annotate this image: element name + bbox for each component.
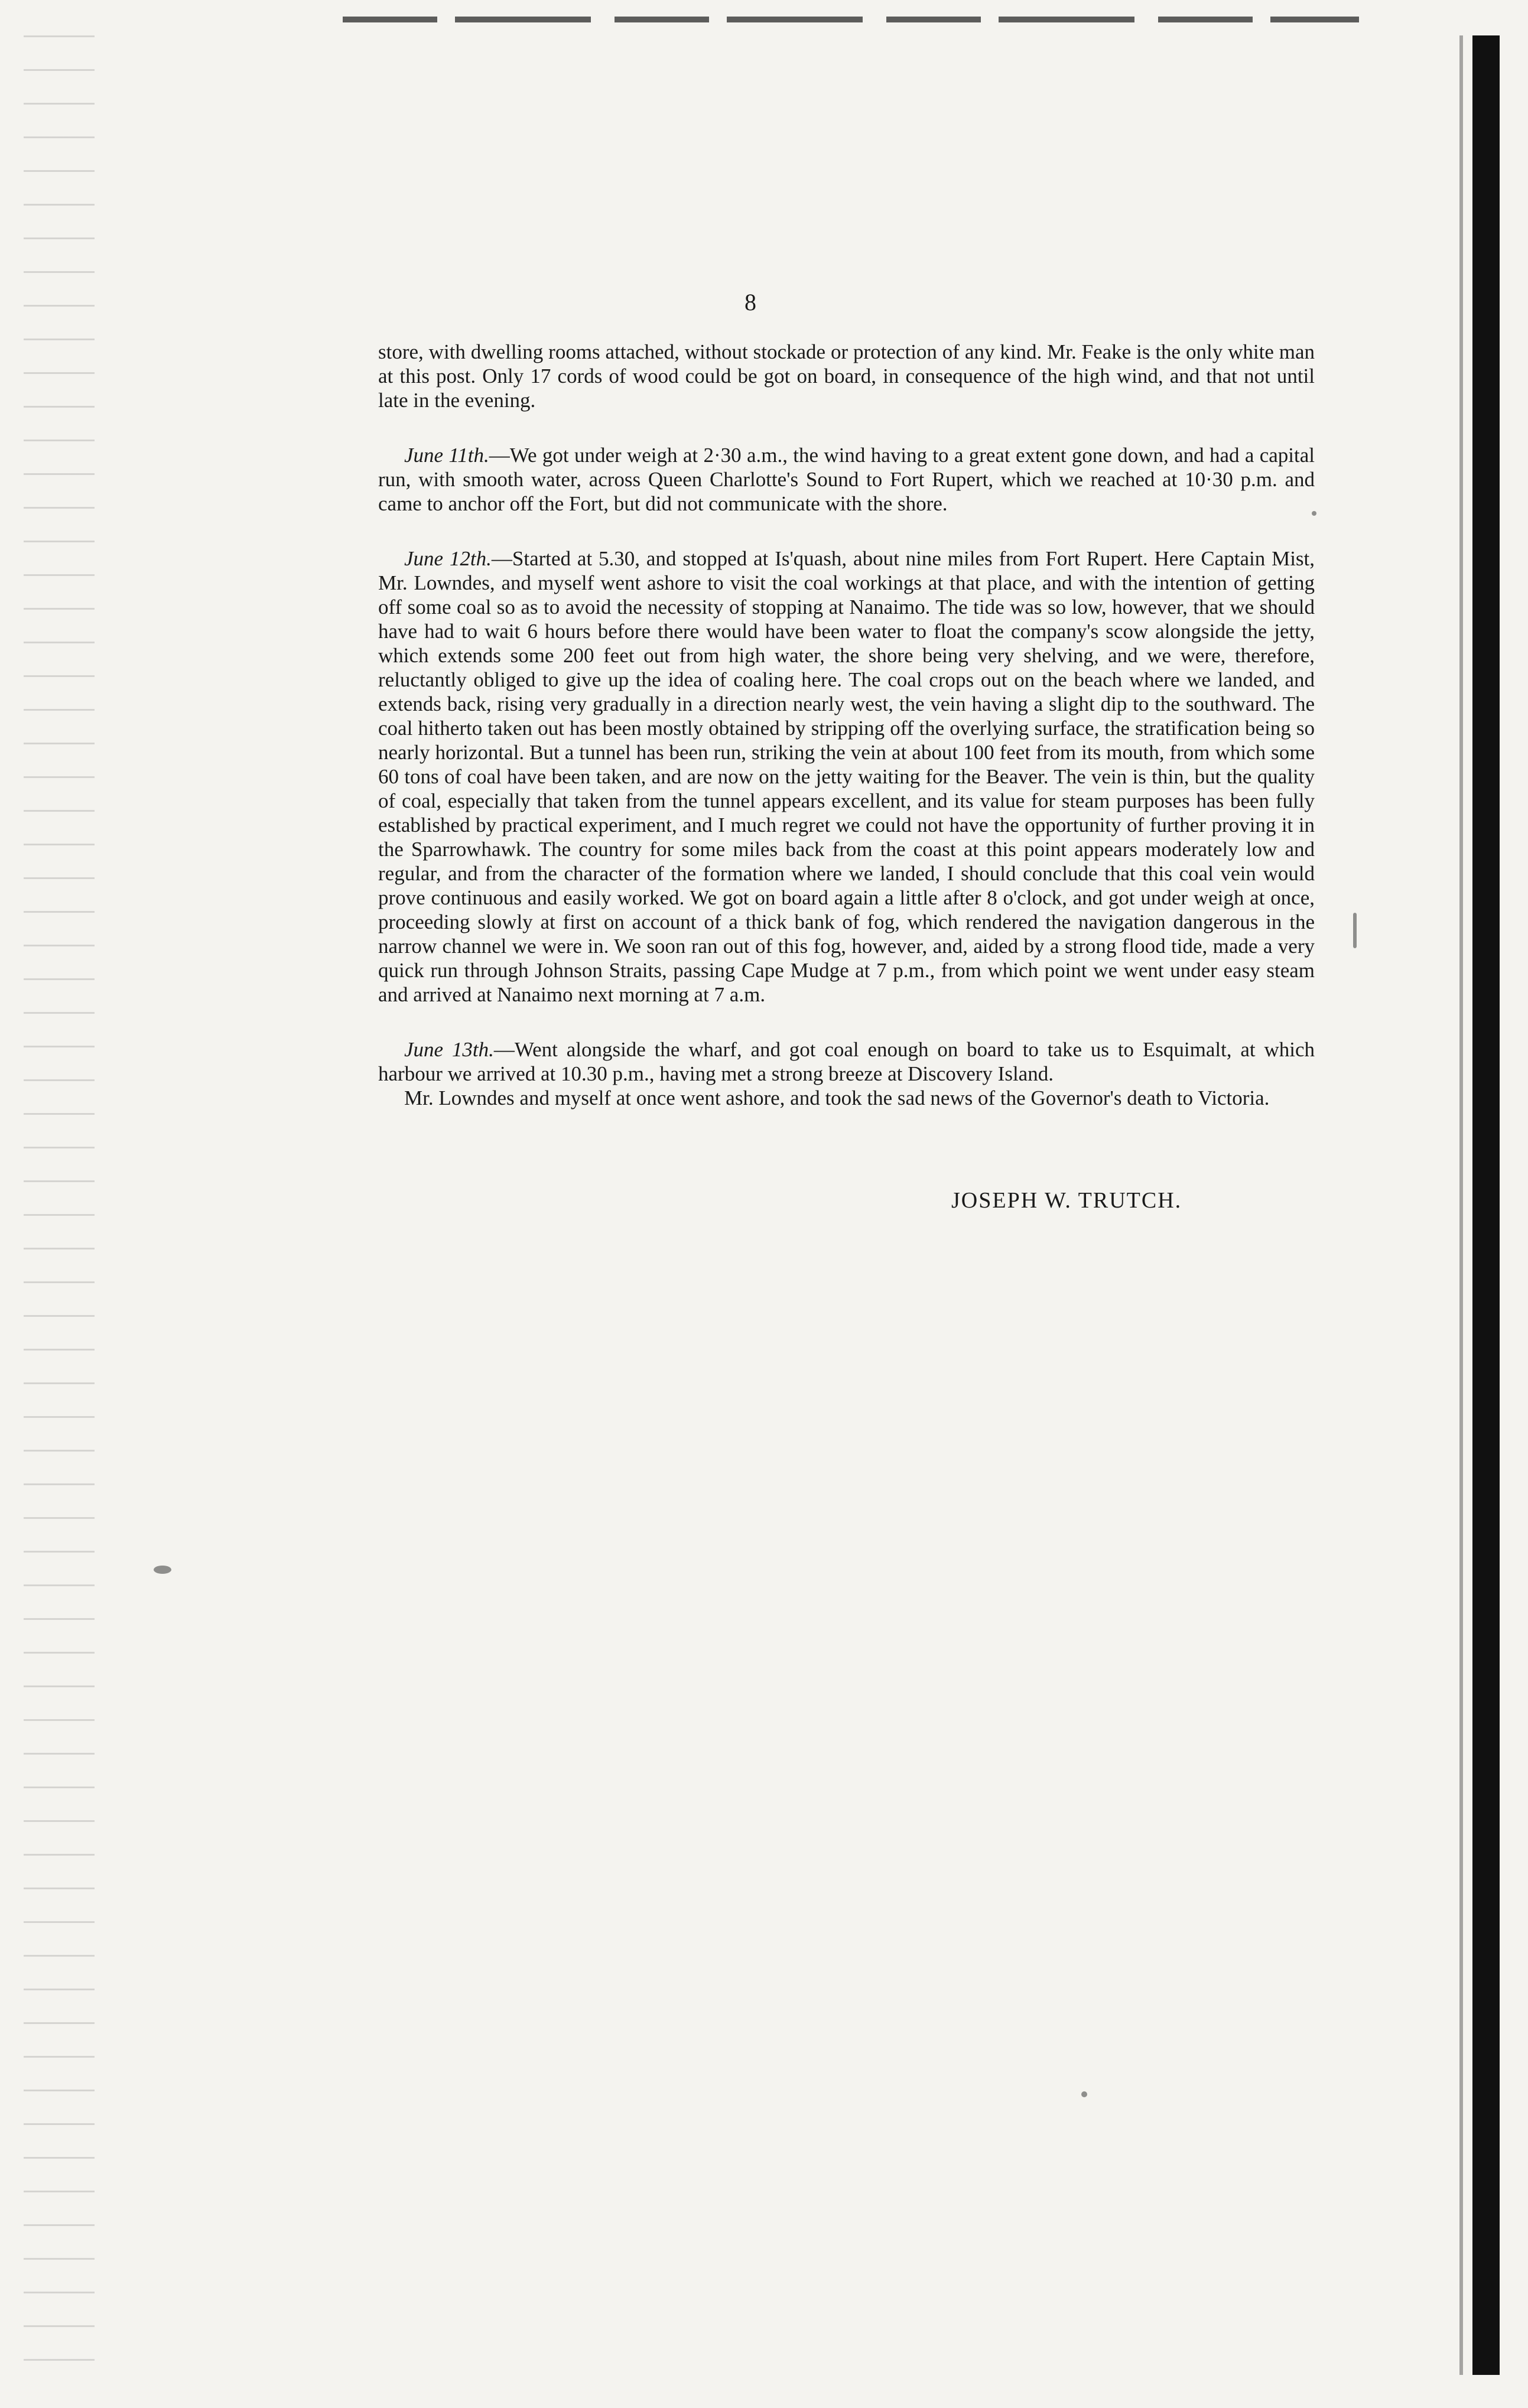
top-rule	[343, 17, 1359, 22]
paragraph-june-13	[378, 1037, 1315, 1086]
paragraph-june-12	[378, 546, 1315, 1007]
ink-speck	[154, 1566, 171, 1574]
signature: JOSEPH W. TRUTCH.	[951, 1188, 1182, 1213]
paragraph-continuation	[378, 340, 1315, 412]
entry-date: June 11th.	[404, 444, 489, 467]
letter-body	[378, 340, 1315, 1110]
paragraph-closing	[378, 1086, 1315, 1110]
binding-edge	[1472, 35, 1500, 2375]
entry-date: June 12th.	[404, 547, 492, 570]
paragraph-text: —Went alongside the wharf, and got coal enough on board to take us to Esquimalt, at which harbour we arrived at 10.30 p.m., having met a strong breeze at Discovery Island.	[378, 1038, 1315, 1085]
entry-date: June 13th.	[404, 1038, 494, 1061]
paragraph-text: —We got under weigh at 2·30 a.m., the wind having to a great extent gone down, and had a capital run, with smooth water, across Queen Charlotte's Sound to Fort Rupert, which we reached at 10·30 p.m. and came to anchor off the Fort, but did not communicate with the shore.	[378, 444, 1315, 515]
page-edge-noise	[24, 35, 95, 2375]
binding-shadow	[1459, 35, 1463, 2375]
ink-speck	[1081, 2091, 1087, 2097]
paragraph-june-11	[378, 443, 1315, 516]
paragraph-text: Mr. Lowndes and myself at once went ashore, and took the sad news of the Governor's death to Victoria.	[404, 1086, 1270, 1109]
paragraph-text: store, with dwelling rooms attached, without stockade or protection of any kind. Mr. Feake is the only white man at this post. Only 17 cords of wood could be got on board, in consequence of the high wind, and that not until late in the evening.	[378, 340, 1315, 412]
page-number: 8	[745, 289, 756, 315]
ink-speck	[1353, 913, 1357, 948]
paragraph-text: —Started at 5.30, and stopped at Is'quash, about nine miles from Fort Rupert. Here Captain Mist, Mr. Lowndes, and myself went ashore to visit the coal workings at that place, and with the intention of getting off some coal so as to avoid the necessity of stopping at Nanaimo. The tide was so low, however, that we should have had to wait 6 hours before there would have been water to float the company's scow alongside the jetty, which extends some 200 feet out from high water, the shore being very shelving, and we were, therefore, reluctantly obliged to give up the idea of coaling here. The coal crops out on the beach where we landed, and extends back, rising very gradually in a direction nearly west, the vein having a slight dip to the southward. The coal hitherto taken out has been mostly obtained by stripping off the overlying surface, the stratification being so nearly horizontal. But a tunnel has been run, striking the vein at about 100 feet from its mouth, from which some 60 tons of coal have been taken, and are now on the jetty waiting for the Beaver. The vein is thin, but the quality of coal, especially that taken from the tunnel appears excellent, and its value for steam purposes has been fully established by practical experiment, and I much regret we could not have the opportunity of further proving it in the Sparrowhawk. The country for some miles back from the coast at this point appears moderately low and regular, and from the character of the formation where we landed, I should conclude that this coal vein would prove continuous and easily worked. We got on board again a little after 8 o'clock, and got under weigh at once, proceeding slowly at first on account of a thick bank of fog, which rendered the navigation dangerous in the narrow channel we were in. We soon ran out of this fog, however, and, aided by a strong flood tide, made a very quick run through Johnson Straits, passing Cape Mudge at 7 p.m., from which point we went under easy steam and arrived at Nanaimo next morning at 7 a.m.	[378, 547, 1315, 1006]
